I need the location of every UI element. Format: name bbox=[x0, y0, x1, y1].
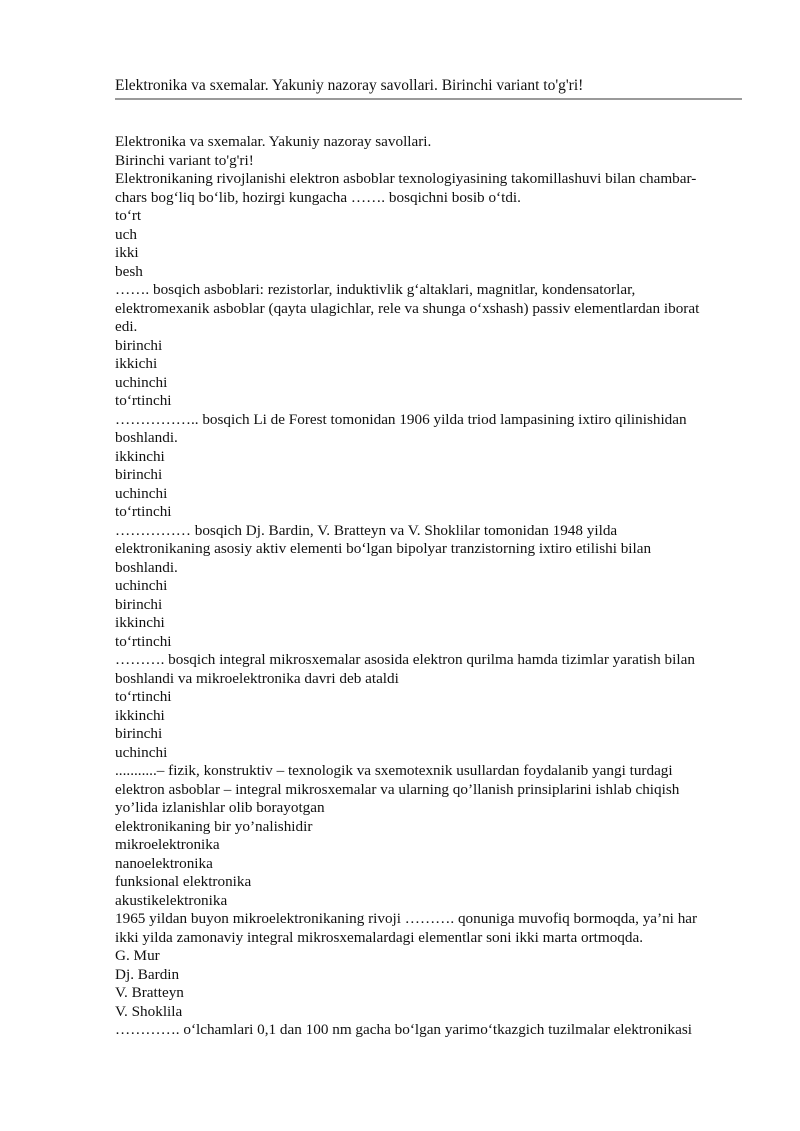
text-line: birinchi bbox=[115, 336, 163, 354]
text-line: elektron asboblar – integral mikrosxemalar va ularning qo’llanish prinsiplarini ishlab chiqish bbox=[115, 780, 680, 798]
text-line: ……. bosqich asboblari: rezistorlar, induktivlik g‘altaklari, magnitlar, kondensatorlar, bbox=[115, 281, 636, 298]
document-body bbox=[115, 133, 742, 1040]
text-line: uchinchi bbox=[115, 484, 168, 502]
text-line: besh bbox=[115, 262, 143, 280]
text-line: ikkinchi bbox=[115, 614, 165, 631]
text-line: to‘rtinchi bbox=[115, 632, 172, 650]
text-line: elektronikaning asosiy aktiv elementi bo‘lgan bipolyar tranzistorning ixtiro etilishi bilan bbox=[115, 540, 652, 557]
text-line: funksional elektronika bbox=[115, 873, 252, 890]
text-line: edi. bbox=[115, 318, 138, 335]
running-header: Elektronika va sxemalar. Yakuniy nazoray savollari. Birinchi variant to'g'ri! bbox=[115, 76, 742, 100]
text-line: chars bog‘liq bo‘lib, hozirgi kungacha ……. bosqichni bosib o‘tdi. bbox=[115, 188, 521, 206]
text-line: ikki yilda zamonaviy integral mikrosxemalardagi elementlar soni ikki marta ortmoqda. bbox=[115, 928, 644, 946]
text-line: yo’lida izlanishlar olib borayotgan bbox=[115, 799, 325, 816]
text-line: Elektronikaning rivojlanishi elektron asboblar texnologiyasining takomillashuvi bilan chambar- bbox=[115, 170, 697, 187]
text-line: ………. bosqich integral mikrosxemalar asosida elektron qurilma hamda tizimlar yaratish bilan bbox=[115, 651, 695, 668]
text-line: akustikelektronika bbox=[115, 891, 228, 909]
text-line: to‘rtinchi bbox=[115, 688, 172, 705]
text-line: ...........– fizik, konstruktiv – texnologik va sxemotexnik usullardan foydalanib yangi turdagi bbox=[115, 762, 673, 779]
text-line: G. Mur bbox=[115, 947, 160, 964]
text-line: boshlandi. bbox=[115, 429, 178, 446]
text-line: to‘rt bbox=[115, 207, 142, 224]
text-line: uch bbox=[115, 225, 137, 243]
text-line: …………. o‘lchamlari 0,1 dan 100 nm gacha bo‘lgan yarimo‘tkazgich tuzilmalar elektronikasi bbox=[115, 1021, 692, 1038]
text-line: ikki bbox=[115, 244, 139, 261]
text-line: nanoelektronika bbox=[115, 854, 213, 872]
text-line: uchinchi bbox=[115, 577, 168, 594]
text-line: boshlandi. bbox=[115, 558, 178, 576]
text-line: ikkinchi bbox=[115, 706, 165, 724]
text-line: to‘rtinchi bbox=[115, 392, 172, 409]
text-line: birinchi bbox=[115, 725, 163, 742]
text-line: to‘rtinchi bbox=[115, 503, 172, 520]
text-line: boshlandi va mikroelektronika davri deb ataldi bbox=[115, 669, 399, 687]
text-line: Dj. Bardin bbox=[115, 965, 180, 983]
text-line: ikkichi bbox=[115, 355, 158, 372]
text-line: birinchi bbox=[115, 595, 163, 613]
text-line: Elektronika va sxemalar. Yakuniy nazoray savollari. bbox=[115, 133, 432, 150]
text-line: V. Bratteyn bbox=[115, 984, 184, 1001]
text-line: V. Shoklila bbox=[115, 1002, 183, 1020]
text-line: uchinchi bbox=[115, 743, 168, 761]
text-line: elektromexanik asboblar (qayta ulagichlar, rele va shunga o‘xshash) passiv elementlardan iborat bbox=[115, 299, 700, 317]
text-line: mikroelektronika bbox=[115, 836, 220, 853]
text-line: birinchi bbox=[115, 466, 163, 483]
text-line: …………… bosqich Dj. Bardin, V. Bratteyn va V. Shoklilar tomonidan 1948 yilda bbox=[115, 521, 618, 539]
text-line: 1965 yildan buyon mikroelektronikaning rivoji ………. qonuniga muvofiq bormoqda, ya’ni har bbox=[115, 910, 698, 927]
text-line: …………….. bosqich Li de Forest tomonidan 1906 yilda triod lampasining ixtiro qilinishidan bbox=[115, 410, 687, 428]
text-line: elektronikaning bir yo’nalishidir bbox=[115, 817, 313, 835]
text-line: uchinchi bbox=[115, 373, 168, 391]
text-line: ikkinchi bbox=[115, 447, 165, 465]
text-line: Birinchi variant to'g'ri! bbox=[115, 151, 254, 169]
